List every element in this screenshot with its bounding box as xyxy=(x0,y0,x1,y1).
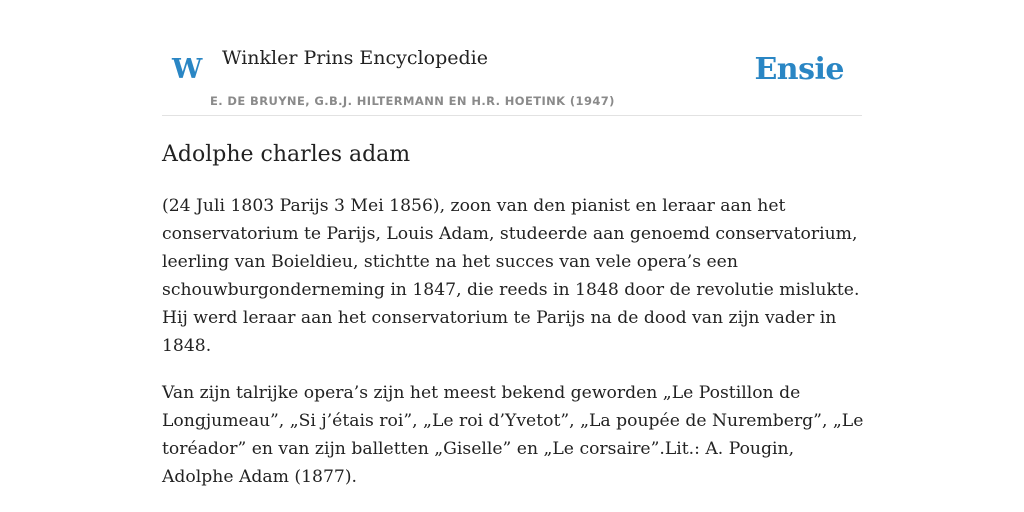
article-paragraph: (24 Juli 1803 Parijs 3 Mei 1856), zoon van den pianist en leraar aan het conservatorium te Parijs, Louis Adam, studeerde aan genoemd conservatorium, leerling van Boieldieu, stichtte na het succes van vele opera’s een schouwburgonderneming in 1847, die reeds in 1848 door de revolutie mislukte. Hij werd leraar aan het conservatorium te Parijs na de dood van zijn vader in 1848. xyxy=(162,196,860,356)
publication-logo[interactable]: W xyxy=(172,54,203,85)
page xyxy=(162,0,862,512)
header xyxy=(162,0,862,116)
article-title: Adolphe charles adam xyxy=(162,142,411,167)
authors-byline: E. DE BRUYNE, G.B.J. HILTERMANN EN H.R. HOETINK (1947) xyxy=(210,94,615,108)
publication-title[interactable]: Winkler Prins Encyclopedie xyxy=(222,47,488,69)
article-body xyxy=(162,192,867,510)
article-paragraph: Van zijn talrijke opera’s zijn het meest bekend geworden „Le Postillon de Longjumeau”, „Si j’étais roi”, „Le roi d’Yvetot”, „La poupée de Nuremberg”, „Le toréador” en van zijn balletten „Giselle” en „Le corsaire”.Lit.: A. Pougin, Adolphe Adam (1877). xyxy=(162,383,864,487)
ensie-logo-link[interactable]: Ensie xyxy=(754,52,844,87)
